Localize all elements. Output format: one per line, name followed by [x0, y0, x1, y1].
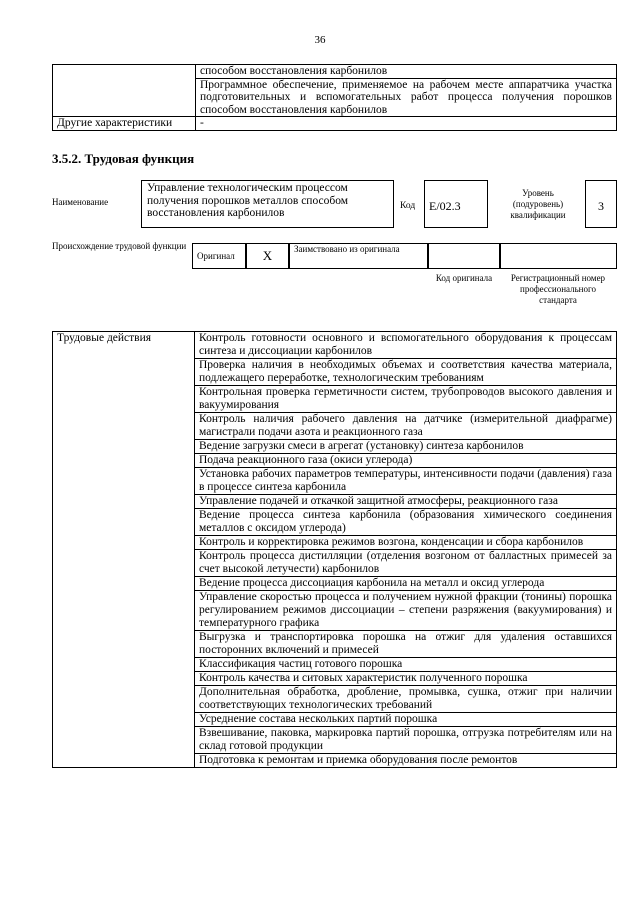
section-heading: 3.5.2. Трудовая функция — [52, 151, 195, 166]
table-cell-value: Программное обеспечение, применяемое на рабочем месте аппаратчика участка подготовительных и вспомогательных работ процесса получения порошков способом восстановления карбонилов — [196, 78, 617, 117]
labor-action-item: Взвешивание, паковка, маркировка партий порошка, отгрузка потребителям или на склад готовой продукции — [195, 727, 617, 754]
labor-action-item: Усреднение состава нескольких партий порошка — [195, 713, 617, 727]
code-of-original-box — [428, 243, 500, 269]
labor-action-item: Проверка наличия в необходимых объемах и соответствия качества материала, подлежащего переработке, технологическим требованиям — [195, 359, 617, 386]
function-name-box: Управление технологическим процессом получения порошков металлов способом восстановления карбонилов — [141, 180, 394, 228]
labor-action-item: Управление подачей и откачкой защитной атмосферы, реакционного газа — [195, 495, 617, 509]
labor-action-item: Контроль готовности основного и вспомогательного оборудования к процессам синтеза и диссоциации карбонилов — [195, 332, 617, 359]
qualification-level-label: Уровень (подуровень) квалификации — [510, 188, 566, 220]
table-cell-value: способом восстановления карбонилов — [196, 65, 617, 79]
function-code-box: E/02.3 — [424, 180, 488, 228]
origin-label: Происхождение трудовой функции — [52, 241, 187, 251]
labor-action-item: Дополнительная обработка, дробление, промывка, сушка, отжиг при наличии соответствующих технологических требований — [195, 686, 617, 713]
labor-action-item: Установка рабочих параметров температуры, интенсивности подачи (давления) газа в процессе синтеза карбонила — [195, 468, 617, 495]
table-row — [53, 65, 617, 79]
code-label: Код — [400, 201, 416, 211]
labor-action-item: Управление скоростью процесса и получением нужной фракции (тонины) порошка регулированием режимов диссоциации – степени разряжения (вакуумирования) и температурного графика — [195, 591, 617, 631]
labor-actions-table — [52, 331, 617, 768]
reg-number-box — [500, 243, 617, 269]
top-continuation-table — [52, 64, 617, 131]
table-row — [53, 332, 617, 359]
qualification-level-box: 3 — [585, 180, 617, 228]
labor-action-item: Контроль и корректировка режимов возгона, конденсации и сбора карбонилов — [195, 536, 617, 550]
page-number: 36 — [314, 34, 326, 46]
labor-actions-label: Трудовые действия — [53, 332, 195, 768]
borrowed-label: Заимствовано из оригинала — [289, 243, 428, 269]
labor-action-item: Контроль качества и ситовых характеристик полученного порошка — [195, 672, 617, 686]
code-of-original-label: Код оригинала — [435, 273, 493, 283]
labor-action-item: Классификация частиц готового порошка — [195, 658, 617, 672]
original-label: Оригинал — [192, 243, 246, 269]
labor-action-item: Ведение процесса синтеза карбонила (образования химического соединения металлов с оксидом углерода) — [195, 509, 617, 536]
table-cell-value: - — [196, 117, 617, 131]
name-label: Наименование — [52, 197, 109, 207]
labor-action-item: Контроль процесса дистилляции (отделения возгоном от балластных примесей за счет высокой летучести) карбонилов — [195, 550, 617, 577]
labor-action-item: Ведение процесса диссоциация карбонила на металл и оксид углерода — [195, 577, 617, 591]
reg-number-label: Регистрационный номер профессионального стандарта — [510, 273, 606, 305]
labor-action-item: Подготовка к ремонтам и приемка оборудования после ремонтов — [195, 754, 617, 768]
labor-action-item: Ведение загрузки смеси в агрегат (установку) синтеза карбонилов — [195, 440, 617, 454]
original-mark: X — [246, 243, 289, 269]
table-cell-label — [53, 65, 196, 117]
labor-action-item: Подача реакционного газа (окиси углерода) — [195, 454, 617, 468]
labor-action-item: Выгрузка и транспортировка порошка на отжиг для удаления оставшихся посторонних включений и примесей — [195, 631, 617, 658]
labor-action-item: Контроль наличия рабочего давления на датчике (измерительной диафрагме) магистрали подачи азота и реакционного газа — [195, 413, 617, 440]
table-cell-label: Другие характеристики — [53, 117, 196, 131]
table-row — [53, 117, 617, 131]
labor-action-item: Контрольная проверка герметичности систем, трубопроводов высокого давления и вакуумирования — [195, 386, 617, 413]
